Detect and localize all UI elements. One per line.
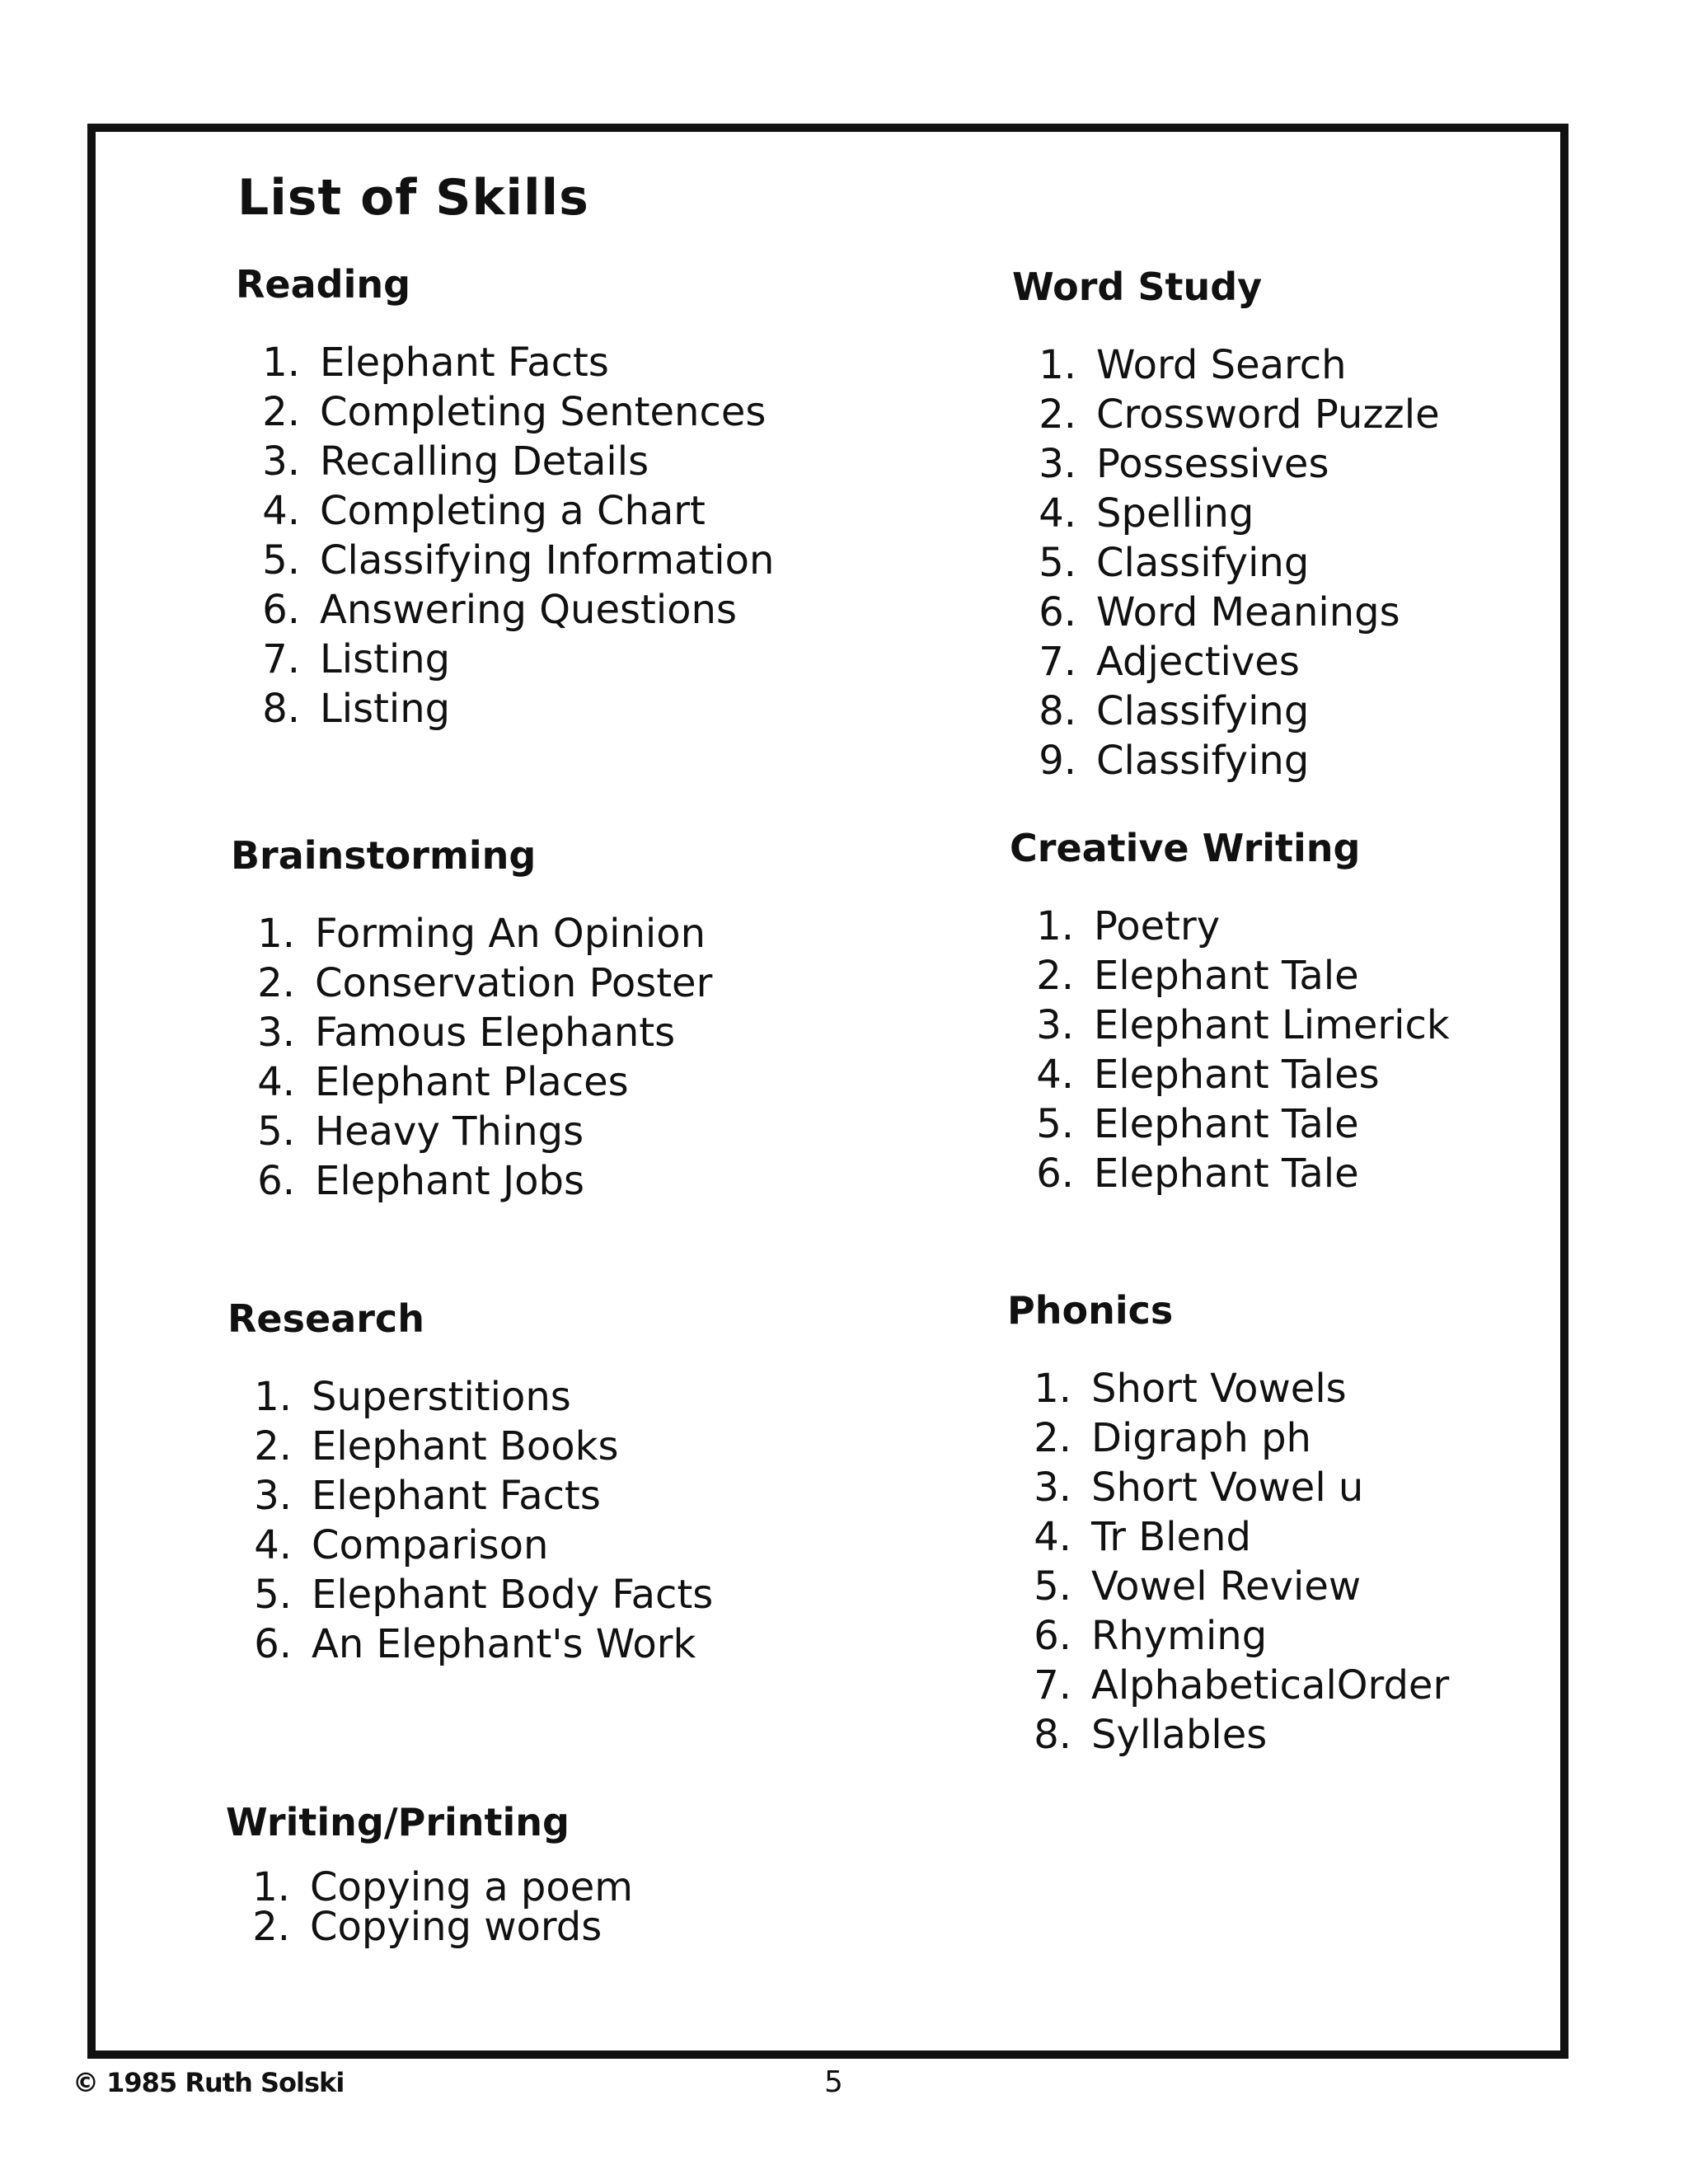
list-item-label: Elephant Tale: [1094, 1101, 1359, 1147]
list-item-number: 1.: [1039, 342, 1076, 388]
list-item: [231, 1008, 712, 1057]
list-item-label: Spelling: [1096, 490, 1254, 537]
list-item: [1012, 588, 1440, 637]
list-item: [1012, 390, 1440, 439]
section-word-study: [1012, 258, 1440, 785]
list-item-label: Adjectives: [1096, 639, 1300, 685]
list-item-label: Word Search: [1096, 342, 1347, 388]
list-item-label: Elephant Jobs: [315, 1158, 584, 1204]
page-number: 5: [824, 2065, 843, 2099]
section-heading-research: Research: [227, 1296, 424, 1341]
list-item-number: 2.: [1039, 391, 1076, 438]
list-item-label: Elephant Books: [312, 1423, 619, 1469]
list-item-number: 4.: [254, 1522, 292, 1568]
list-item-number: 1.: [262, 340, 300, 386]
list-item-label: Rhyming: [1091, 1613, 1268, 1659]
list-item: [231, 1107, 712, 1156]
list-item: [1010, 902, 1450, 951]
section-heading-creative-writing: Creative Writing: [1010, 826, 1361, 870]
list-item-label: Completing Sentences: [320, 389, 767, 435]
list-item: [1007, 1512, 1449, 1562]
list-item-number: 8.: [1034, 1712, 1071, 1758]
section-brainstorming: [231, 827, 712, 1206]
list-item-number: 1.: [252, 1864, 290, 1910]
list-item-label: Completing a Chart: [320, 488, 706, 534]
list-item: [236, 486, 774, 536]
list-item: [227, 1619, 713, 1669]
list-item: [1012, 439, 1440, 489]
list-item-label: Conservation Poster: [315, 960, 713, 1006]
list-item-number: 3.: [1039, 441, 1076, 487]
list-item-label: Superstitions: [312, 1374, 571, 1420]
section-heading-reading: Reading: [236, 262, 411, 307]
list-item-label: Classifying Information: [320, 537, 775, 583]
list-item: [1012, 637, 1440, 687]
list-item-number: 4.: [257, 1059, 295, 1105]
list-item-number: 6.: [1034, 1613, 1071, 1659]
skill-list-research: [227, 1372, 713, 1669]
list-item-number: 5.: [1039, 540, 1076, 586]
list-item-label: Forming An Opinion: [315, 911, 706, 957]
copyright-notice: © 1985 Ruth Solski: [73, 2067, 345, 2098]
list-item-label: Comparison: [312, 1522, 549, 1568]
list-item: [231, 1156, 712, 1206]
list-item-number: 7.: [262, 636, 300, 682]
list-item-number: 3.: [257, 1010, 295, 1056]
list-item-number: 6.: [1039, 589, 1076, 635]
list-item-number: 6.: [1036, 1151, 1074, 1197]
list-item-label: Copying a poem: [310, 1864, 634, 1910]
list-item-label: Recalling Details: [320, 438, 649, 485]
skill-list-writing-printing: [226, 1864, 634, 1950]
list-item-number: 1.: [257, 911, 295, 957]
list-item-number: 1.: [254, 1374, 292, 1420]
list-item-label: Elephant Tale: [1094, 953, 1359, 999]
list-item-number: 6.: [262, 587, 300, 633]
list-item-label: Elephant Tale: [1094, 1151, 1359, 1197]
list-item-number: 8.: [262, 686, 300, 732]
skill-list-creative-writing: [1010, 902, 1450, 1198]
list-item-label: Elephant Body Facts: [312, 1572, 714, 1618]
section-heading-phonics: Phonics: [1007, 1288, 1174, 1333]
list-item: [236, 684, 774, 733]
list-item-number: 2.: [257, 960, 295, 1006]
list-item-label: AlphabeticalOrder: [1091, 1662, 1450, 1708]
list-item: [1010, 1099, 1450, 1149]
list-item: [236, 635, 774, 684]
list-item: [1012, 687, 1440, 736]
list-item-label: Possessives: [1096, 441, 1329, 487]
list-item-number: 5.: [254, 1572, 292, 1618]
list-item-label: Poetry: [1094, 903, 1221, 949]
skill-list-reading: [236, 338, 774, 733]
list-item-number: 8.: [1039, 688, 1076, 734]
list-item-label: Classifying: [1096, 688, 1310, 734]
section-heading-writing-printing: Writing/Printing: [226, 1800, 570, 1844]
list-item: [1010, 1001, 1450, 1050]
list-item: [1012, 736, 1440, 785]
list-item-number: 1.: [1036, 903, 1074, 949]
list-item: [227, 1372, 713, 1422]
list-item-label: Word Meanings: [1096, 589, 1400, 635]
list-item: [1012, 489, 1440, 538]
section-phonics: [1007, 1282, 1449, 1760]
list-item: [236, 437, 774, 486]
list-item-number: 4.: [262, 488, 300, 534]
list-item-label: Short Vowel u: [1091, 1465, 1364, 1511]
list-item-label: Vowel Review: [1091, 1563, 1362, 1610]
list-item-number: 2.: [1036, 953, 1074, 999]
list-item-label: Copying words: [310, 1904, 603, 1950]
list-item-number: 3.: [262, 438, 300, 485]
section-heading-brainstorming: Brainstorming: [231, 833, 537, 878]
list-item: [227, 1521, 713, 1570]
list-item: [236, 387, 774, 437]
list-item-label: Digraph ph: [1091, 1415, 1311, 1461]
list-item-number: 5.: [1034, 1563, 1071, 1610]
list-item-number: 3.: [1034, 1465, 1071, 1511]
list-item-number: 7.: [1034, 1662, 1071, 1708]
list-item: [1012, 538, 1440, 588]
list-item: [236, 585, 774, 635]
list-item-label: Answering Questions: [320, 587, 737, 633]
list-item-label: Listing: [320, 636, 451, 682]
list-item-number: 2.: [252, 1904, 290, 1950]
list-item-number: 4.: [1036, 1052, 1074, 1098]
list-item-label: Heavy Things: [315, 1108, 584, 1155]
list-item: [1007, 1611, 1449, 1661]
list-item-number: 5.: [262, 537, 300, 583]
list-item-label: Elephant Facts: [312, 1473, 601, 1519]
list-item: [1007, 1413, 1449, 1463]
list-item: [1012, 340, 1440, 390]
list-item-label: Elephant Places: [315, 1059, 629, 1105]
list-item-label: Famous Elephants: [315, 1010, 676, 1056]
list-item: [231, 1057, 712, 1107]
list-item-number: 4.: [1039, 490, 1076, 537]
list-item: [1010, 1050, 1450, 1099]
list-item-number: 2.: [1034, 1415, 1071, 1461]
list-item: [226, 1864, 634, 1910]
list-item-number: 9.: [1039, 738, 1076, 784]
list-item-number: 1.: [1034, 1366, 1071, 1412]
list-item-label: Crossword Puzzle: [1096, 391, 1440, 438]
list-item-label: Listing: [320, 686, 451, 732]
list-item: [1007, 1562, 1449, 1611]
section-creative-writing: [1010, 819, 1450, 1198]
list-item-number: 5.: [1036, 1101, 1074, 1147]
list-item: [227, 1422, 713, 1471]
list-item: [227, 1570, 713, 1619]
list-item: [227, 1471, 713, 1521]
list-item-number: 6.: [254, 1621, 292, 1667]
list-item: [236, 338, 774, 387]
list-item-label: Tr Blend: [1091, 1514, 1251, 1560]
list-item-number: 3.: [254, 1473, 292, 1519]
skill-list-phonics: [1007, 1364, 1449, 1760]
list-item: [1010, 1149, 1450, 1198]
list-item: [1007, 1364, 1449, 1413]
list-item-label: Elephant Tales: [1094, 1052, 1380, 1098]
list-item-label: An Elephant's Work: [312, 1621, 696, 1667]
skill-list-word-study: [1012, 340, 1440, 785]
list-item-number: 2.: [262, 389, 300, 435]
skill-list-brainstorming: [231, 909, 712, 1206]
list-item: [231, 958, 712, 1008]
list-item: [231, 909, 712, 958]
list-item-label: Classifying: [1096, 540, 1310, 586]
list-item: [1007, 1463, 1449, 1512]
list-item-label: Elephant Limerick: [1094, 1002, 1450, 1048]
list-item: [1007, 1710, 1449, 1760]
section-writing-printing: [226, 1793, 634, 1950]
list-item-label: Elephant Facts: [320, 340, 609, 386]
section-research: [227, 1290, 713, 1669]
list-item-number: 2.: [254, 1423, 292, 1469]
list-item-label: Short Vowels: [1091, 1366, 1347, 1412]
list-item-number: 6.: [257, 1158, 295, 1204]
list-item-number: 7.: [1039, 639, 1076, 685]
list-item: [1007, 1661, 1449, 1710]
list-item-number: 3.: [1036, 1002, 1074, 1048]
list-item: [236, 536, 774, 585]
page-title: List of Skills: [237, 169, 589, 227]
section-reading: [236, 255, 774, 733]
list-item: [1010, 951, 1450, 1001]
list-item: [226, 1904, 633, 1950]
list-item-number: 5.: [257, 1108, 295, 1155]
list-item-label: Classifying: [1096, 738, 1310, 784]
section-heading-word-study: Word Study: [1012, 265, 1263, 309]
list-item-number: 4.: [1034, 1514, 1071, 1560]
list-item-label: Syllables: [1091, 1712, 1268, 1758]
